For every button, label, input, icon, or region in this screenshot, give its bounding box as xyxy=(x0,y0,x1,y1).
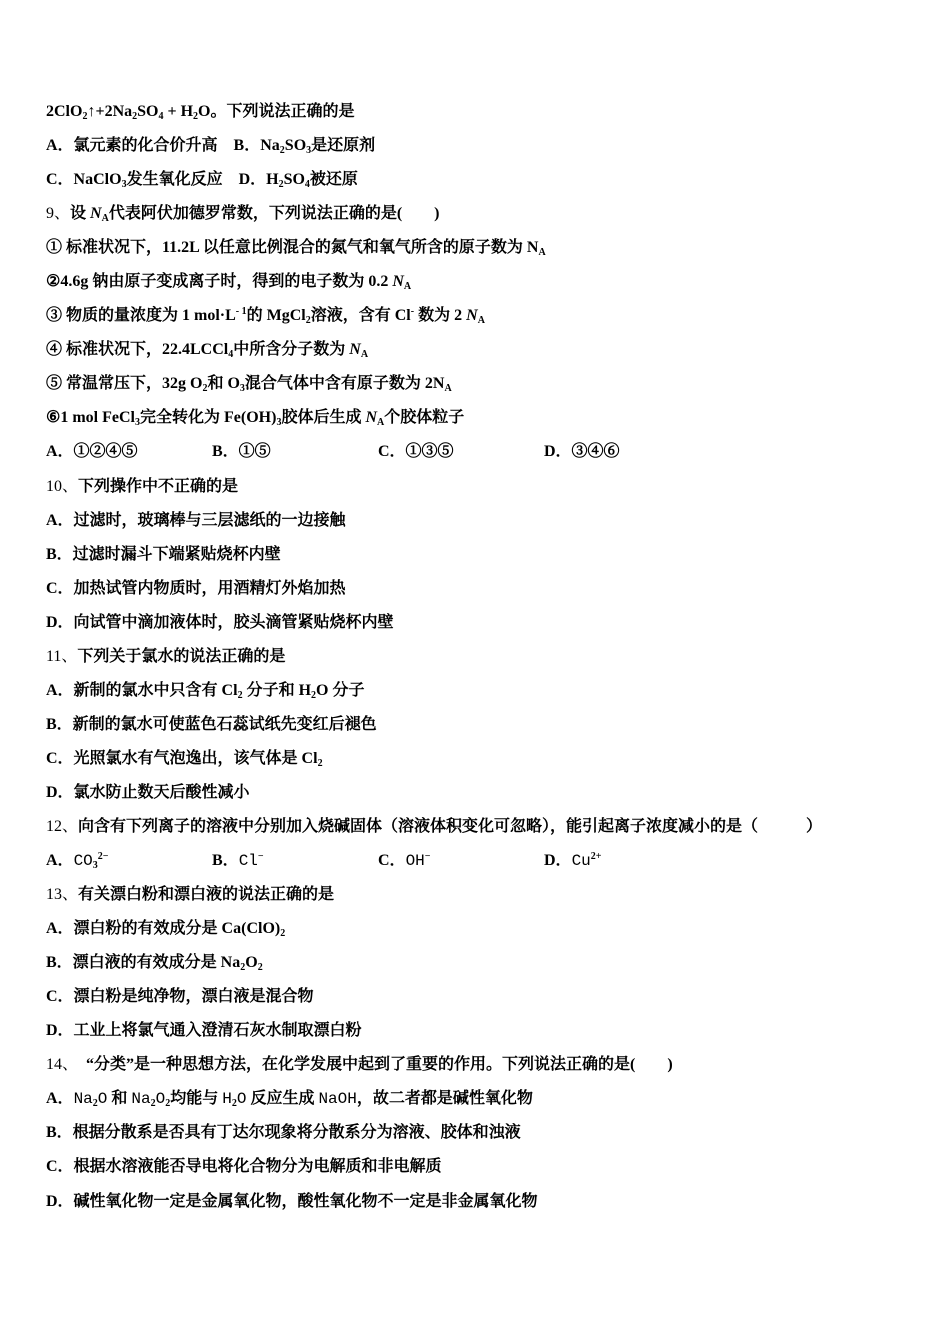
text-segment: D． xyxy=(544,852,572,870)
text-line xyxy=(46,918,822,952)
text-segment: D．氯水防止数天后酸性减小 xyxy=(46,783,250,801)
text-segment: O xyxy=(97,1090,108,1109)
text-segment: Cu xyxy=(571,852,591,871)
text-line xyxy=(46,884,822,918)
text-segment: O xyxy=(236,1090,247,1109)
text-segment: 中所含分子数为 xyxy=(233,341,350,359)
text-segment: A xyxy=(538,247,546,259)
text-segment: 4 xyxy=(228,349,234,361)
text-segment: ②4.6g 钠由原子变成离子时，得到的电子数为 0.2 xyxy=(46,273,393,291)
text-segment: A xyxy=(377,417,385,429)
text-line xyxy=(46,305,822,339)
answer-option xyxy=(378,850,544,872)
text-segment: 的 MgCl xyxy=(246,307,306,325)
text-segment: N xyxy=(365,409,378,427)
text-segment: A xyxy=(444,383,452,395)
text-segment: SO xyxy=(284,137,307,155)
text-segment: C．漂白粉是纯净物，漂白液是混合物 xyxy=(46,988,314,1006)
text-segment: B．过滤时漏斗下端紧贴烧杯内壁 xyxy=(46,545,281,563)
text-segment: 2 xyxy=(280,928,286,940)
text-line xyxy=(46,203,822,237)
text-segment: ③ 物质的量浓度为 1 mol·L xyxy=(46,307,236,325)
text-line xyxy=(46,544,822,578)
text-segment: ① 标准状况下，11.2L 以任意比例混合的氮气和氧气所含的原子数为 N xyxy=(46,239,539,257)
text-segment: − xyxy=(424,851,431,863)
text-segment: B． xyxy=(212,852,239,870)
text-line xyxy=(46,646,822,680)
answer-options-row xyxy=(46,850,822,884)
text-segment: C． xyxy=(378,852,406,870)
answer-option xyxy=(378,441,544,463)
answer-option xyxy=(212,441,378,463)
text-segment: 下列关于氯水的说法正确的是 xyxy=(77,647,286,665)
text-segment: D．向试管中滴加液体时，胶头滴管紧贴烧杯内壁 xyxy=(46,613,394,631)
text-line xyxy=(46,612,822,646)
text-segment: 4 xyxy=(304,179,310,191)
text-segment: Na xyxy=(131,1090,151,1109)
text-segment: A xyxy=(360,349,369,361)
answer-option xyxy=(544,441,710,463)
text-segment: ⑤ 常温常压下，32g O xyxy=(46,375,203,393)
text-segment: 2ClO xyxy=(46,103,83,120)
text-segment: 被还原 xyxy=(309,171,358,189)
text-segment: 2 xyxy=(231,1098,237,1110)
text-segment: O xyxy=(245,954,258,972)
text-segment: 2 xyxy=(240,962,246,974)
text-segment: A xyxy=(403,281,412,293)
text-line xyxy=(46,339,822,373)
text-segment: 有关漂白粉和漂白液的说法正确的是 xyxy=(78,886,335,904)
text-segment: C．NaClO xyxy=(46,171,122,189)
text-segment: A． xyxy=(46,852,74,870)
text-segment: 2 xyxy=(150,1098,156,1110)
text-segment: 2 xyxy=(132,111,138,122)
text-segment: C．根据水溶液能否导电将化合物分为电解质和非电解质 xyxy=(46,1158,442,1176)
text-segment: O 分子 xyxy=(316,681,365,699)
text-segment: H xyxy=(222,1090,232,1109)
text-line xyxy=(46,135,822,169)
text-segment: 13、 xyxy=(46,886,79,904)
text-segment: N xyxy=(349,341,361,359)
text-segment: C．光照氯水有气泡逸出，该气体是 Cl xyxy=(46,749,318,767)
text-line xyxy=(46,169,822,203)
text-line xyxy=(46,407,822,441)
text-line xyxy=(46,271,822,305)
text-segment: 均能与 xyxy=(170,1090,223,1108)
text-segment: B．根据分散系是否具有丁达尔现象将分散系分为溶液、胶体和浊液 xyxy=(46,1124,521,1142)
answer-option xyxy=(212,850,378,872)
text-line xyxy=(46,476,822,510)
text-segment: A． xyxy=(46,1090,74,1108)
text-segment: 向含有下列离子的溶液中分别加入烧碱固体（溶液体积变化可忽略），能引起离子浓度减小的是（ ） xyxy=(78,817,823,835)
text-segment: D．③④⑥ xyxy=(544,443,620,461)
text-line xyxy=(46,1088,822,1122)
text-line xyxy=(46,1122,822,1156)
answer-option xyxy=(46,850,212,872)
text-segment: 2 xyxy=(92,1098,98,1110)
text-segment: 数为 2 xyxy=(414,307,467,325)
text-segment: A xyxy=(477,315,485,327)
text-segment: B．①⑤ xyxy=(212,443,271,461)
text-segment: 2+ xyxy=(590,851,602,863)
text-segment: A．①②④⑤ xyxy=(46,443,138,461)
text-line xyxy=(46,714,822,748)
text-segment: 发生氧化反应 D．H xyxy=(126,171,279,189)
text-line xyxy=(46,748,822,782)
text-segment: ⑥1 mol FeCl xyxy=(46,409,135,427)
text-segment: 胶体后生成 xyxy=(281,409,366,427)
exam-document xyxy=(46,101,822,1225)
text-segment: 2− xyxy=(97,851,109,863)
text-segment: 2 xyxy=(193,111,199,122)
text-line xyxy=(46,578,822,612)
text-line xyxy=(46,373,822,407)
text-segment: Cl xyxy=(238,852,258,871)
text-segment: 2 xyxy=(278,179,284,191)
text-segment: 3 xyxy=(92,860,98,872)
text-segment: 2 xyxy=(237,689,243,701)
text-segment: 2 xyxy=(305,315,311,327)
text-segment: - xyxy=(410,306,415,318)
text-segment: B．漂白液的有效成分是 Na xyxy=(46,954,241,972)
text-segment: 个胶体粒子 xyxy=(384,409,465,427)
text-segment: 和 xyxy=(107,1090,132,1108)
text-line xyxy=(46,782,822,816)
text-segment: 2 xyxy=(311,689,317,701)
text-segment: 2 xyxy=(165,1098,171,1110)
text-segment: D．碱性氧化物一定是金属氧化物，酸性氧化物不一定是非金属氧化物 xyxy=(46,1192,538,1210)
text-line xyxy=(46,1156,822,1190)
text-segment: A xyxy=(101,213,109,225)
text-segment: 2 xyxy=(257,962,263,974)
text-segment: 完全转化为 Fe(OH) xyxy=(140,409,277,427)
text-line xyxy=(46,1054,822,1088)
text-segment: 反应生成 xyxy=(246,1090,319,1108)
text-segment: CO xyxy=(73,852,93,871)
text-line xyxy=(46,101,822,135)
text-segment: ↑+2Na xyxy=(87,103,133,120)
text-segment: “分类”是一种思想方法，在化学发展中起到了重要的作用。下列说法正确的是( ) xyxy=(86,1056,673,1074)
text-line xyxy=(46,1020,822,1054)
text-segment: ④ 标准状况下，22.4LCCl xyxy=(46,341,229,359)
text-segment: 11、 xyxy=(46,647,78,665)
text-line xyxy=(46,510,822,544)
text-segment: Na xyxy=(73,1090,93,1109)
text-line xyxy=(46,1191,822,1225)
answer-option xyxy=(544,850,710,872)
text-segment: 3 xyxy=(121,179,127,191)
text-segment: A．漂白粉的有效成分是 Ca(ClO) xyxy=(46,920,281,938)
answer-option xyxy=(46,441,212,463)
text-segment: 下列操作中不正确的是 xyxy=(78,477,239,495)
text-segment: A．氯元素的化合价升高 B．Na xyxy=(46,137,280,155)
text-segment: 2 xyxy=(202,383,208,395)
text-segment: ，故二者都是碱性氧化物 xyxy=(356,1090,533,1108)
text-segment: D．工业上将氯气通入澄清石灰水制取漂白粉 xyxy=(46,1022,362,1040)
text-segment: 3 xyxy=(135,417,140,429)
text-line xyxy=(46,816,822,850)
text-segment: C．①③⑤ xyxy=(378,443,454,461)
text-segment: 设 xyxy=(70,205,91,223)
text-segment: 4 xyxy=(158,111,164,122)
text-segment: N xyxy=(466,307,478,325)
text-segment: 9、 xyxy=(46,205,71,223)
text-segment: N xyxy=(90,205,102,223)
text-segment: 2 xyxy=(279,145,285,157)
text-segment: O xyxy=(155,1090,166,1109)
text-segment: O。下列说法正确的是 xyxy=(198,103,355,120)
text-segment: A．过滤时，玻璃棒与三层滤纸的一边接触 xyxy=(46,511,346,529)
text-segment: 14、 xyxy=(46,1056,87,1074)
text-line xyxy=(46,680,822,714)
text-segment: 代表阿伏加德罗常数，下列说法正确的是( ) xyxy=(108,205,440,223)
text-segment: A．新制的氯水中只含有 Cl xyxy=(46,681,238,699)
text-segment: NaOH xyxy=(318,1090,357,1109)
text-segment: 和 O xyxy=(207,375,240,393)
text-segment: - 1 xyxy=(235,306,247,318)
text-segment: + H xyxy=(163,103,194,120)
text-line xyxy=(46,237,822,271)
text-segment: 3 xyxy=(239,383,245,395)
text-line xyxy=(46,952,822,986)
text-segment: SO xyxy=(283,171,305,189)
text-segment: 混合气体中含有原子数为 2N xyxy=(244,375,445,393)
text-segment: 2 xyxy=(317,757,323,769)
answer-options-row xyxy=(46,441,822,475)
text-segment: OH xyxy=(405,852,425,871)
text-segment: 是还原剂 xyxy=(311,137,376,155)
text-segment: 溶液，含有 Cl xyxy=(310,307,411,325)
text-line xyxy=(46,986,822,1020)
text-segment: 分子和 H xyxy=(242,681,312,699)
text-segment: 3 xyxy=(276,417,282,429)
text-segment: B．新制的氯水可使蓝色石蕊试纸先变红后褪色 xyxy=(46,715,377,733)
text-segment: SO xyxy=(137,103,159,120)
text-segment: C．加热试管内物质时，用酒精灯外焰加热 xyxy=(46,579,346,597)
text-segment: 12、 xyxy=(46,817,79,835)
text-segment: − xyxy=(257,851,264,863)
text-segment: 2 xyxy=(82,111,88,122)
text-segment: N xyxy=(392,273,404,291)
text-segment: 10、 xyxy=(46,477,79,495)
text-segment: 3 xyxy=(306,145,312,157)
